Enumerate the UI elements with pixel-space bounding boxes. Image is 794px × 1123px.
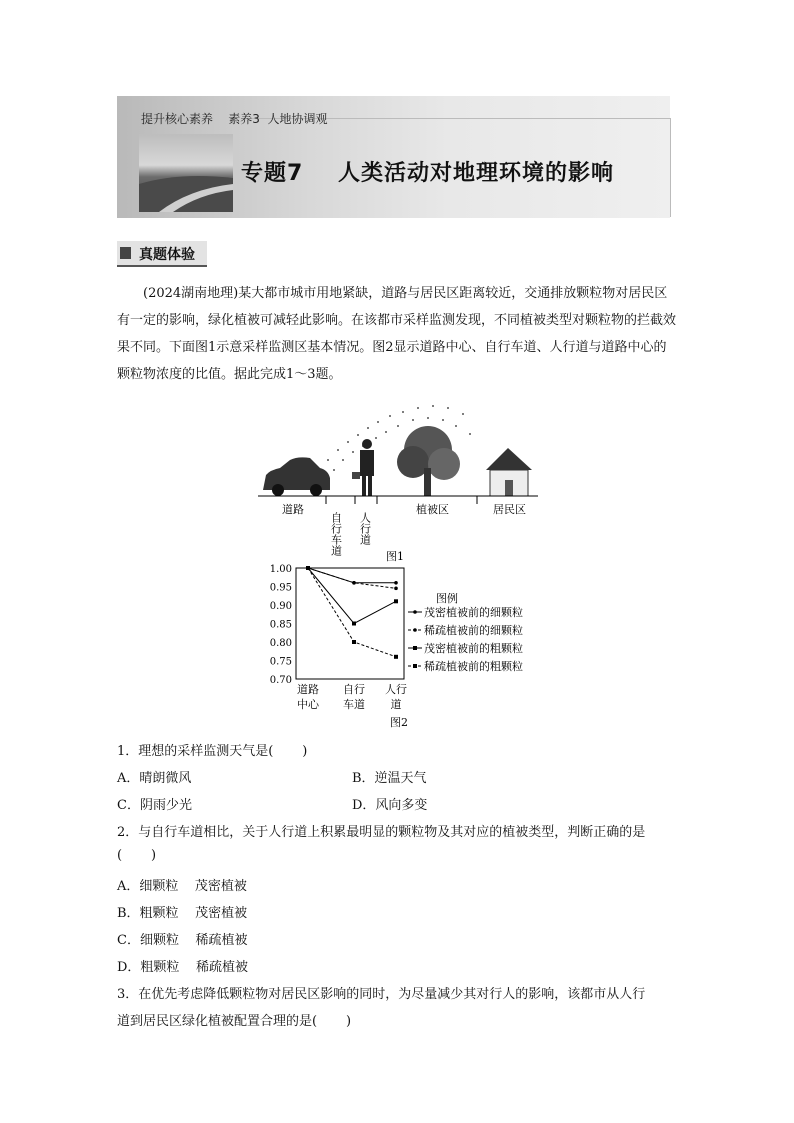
x-tick-label: 道路 — [297, 683, 319, 696]
q1-option-d: D．风向多变 — [352, 798, 428, 813]
q2-option-b: B．粗颗粒 茂密植被 — [117, 906, 248, 921]
car-icon — [263, 457, 330, 496]
question-3-line2: 道到居民区绿化植被配置合理的是( ) — [117, 1014, 352, 1029]
legend-label: 茂密植被前的细颗粒 — [424, 606, 523, 619]
legend-marker — [413, 646, 417, 650]
q1-option-b: B．逆温天气 — [352, 771, 427, 786]
q2-option-c: C．细颗粒 稀疏植被 — [117, 933, 248, 948]
plot-frame — [296, 568, 404, 679]
legend-marker — [413, 664, 417, 668]
series-line — [308, 568, 396, 583]
q1-option-c: C．阴雨少光 — [117, 798, 192, 813]
legend-label: 稀疏植被前的细颗粒 — [424, 624, 523, 637]
data-point — [394, 599, 398, 603]
house-icon — [486, 448, 532, 496]
q2-option-a: A．细颗粒 茂密植被 — [117, 879, 247, 894]
y-tick-label: 0.80 — [269, 638, 292, 649]
data-point — [352, 640, 356, 644]
x-tick-label: 自行 — [343, 683, 365, 696]
figure-2-caption: 图2 — [390, 716, 408, 729]
figure-1 — [258, 400, 538, 565]
y-tick-label: 0.70 — [269, 675, 292, 686]
legend-label: 稀疏植被前的粗颗粒 — [424, 660, 523, 673]
label-walk: 人行道 — [358, 512, 372, 545]
question-3-line1: 3．在优先考虑降低颗粒物对居民区影响的同时，为尽量减少其对行人的影响，该都市从人行 — [117, 987, 646, 1002]
tree-icon — [397, 426, 460, 496]
y-tick-label: 1.00 — [269, 564, 292, 575]
data-point — [352, 581, 356, 585]
data-point — [352, 622, 356, 626]
y-tick-label: 0.75 — [269, 656, 292, 668]
header-banner — [117, 96, 670, 218]
label-bike: 自行车道 — [329, 512, 343, 556]
page-title: 专题7 人类活动对地理环境的影响 — [241, 161, 614, 186]
data-point — [394, 581, 398, 585]
legend-label: 茂密植被前的粗颗粒 — [424, 642, 523, 655]
q2-option-d: D．粗颗粒 稀疏植被 — [117, 960, 248, 975]
legend-title: 图例 — [436, 592, 458, 605]
y-tick-label: 0.95 — [269, 582, 292, 594]
question-1: 1．理想的采样监测天气是( ) — [117, 744, 308, 759]
y-tick-label: 0.90 — [269, 601, 292, 612]
data-point — [306, 566, 310, 570]
series-line — [308, 568, 396, 624]
question-2-line2: ( ) — [117, 848, 157, 863]
legend-marker — [413, 628, 417, 632]
question-2-line1: 2．与自行车道相比，关于人行道上积累最明显的颗粒物及其对应的植被类型，判断正确的是 — [117, 825, 646, 840]
q1-option-a: A．晴朗微风 — [117, 771, 192, 786]
x-tick-label: 人行 — [385, 683, 407, 696]
document-icon — [120, 247, 131, 259]
label-veg: 植被区 — [416, 503, 449, 516]
x-tick-label: 道 — [390, 698, 402, 711]
figure-1-caption: 图1 — [386, 550, 404, 563]
label-res: 居民区 — [493, 503, 526, 516]
person-icon — [352, 439, 374, 496]
y-tick-label: 0.85 — [269, 619, 292, 631]
section-header — [117, 241, 207, 267]
intro-paragraph: (2024湖南地理)某大都市城市用地紧缺，道路与居民区距离较近，交通排放颗粒物对居民区有一定的影响，绿化植被可减轻此影响。在该都市采样监测发现，不同植被类型对颗粒物的拦截效果不同。下面图1示意采样监测区基本情况。图2显示道路中心、自行车道、人行道与道路中心的颗粒物浓度的比值。据此完成1～3题。 — [117, 286, 677, 382]
data-point — [394, 587, 398, 591]
section-label: 真题体验 — [139, 247, 195, 263]
legend-marker — [413, 610, 417, 614]
series-line — [308, 568, 396, 588]
breadcrumb: 提升核心素养 素养3 人地协调观 — [141, 112, 328, 126]
x-tick-label: 车道 — [343, 698, 365, 711]
landscape-image — [139, 134, 233, 212]
x-tick-label: 中心 — [297, 698, 319, 711]
data-point — [394, 655, 398, 659]
label-road: 道路 — [282, 503, 304, 516]
figure-2-chart — [258, 560, 548, 730]
